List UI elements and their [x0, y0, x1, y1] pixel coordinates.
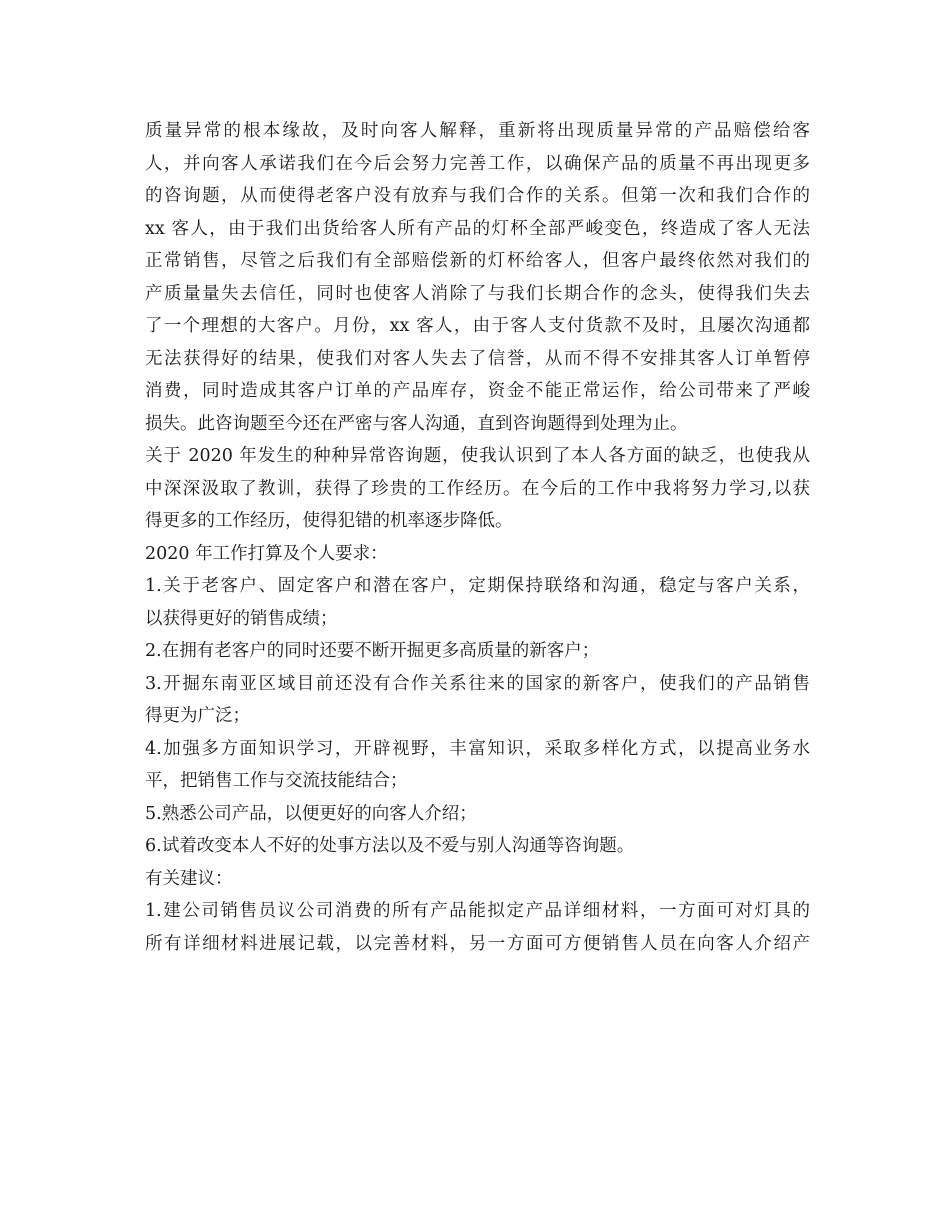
text-line: 以获得更好的销售成绩； — [145, 608, 338, 629]
text-line: xx 客人，由于我们出货给客人所有产品的灯杯全部严峻变色，终造成了客人无法 — [145, 218, 810, 239]
text-line: 消费，同时造成其客户订单的产品库存，资金不能正常运作，给公司带来了严峻 — [145, 381, 810, 401]
text-line: 人，并向客人承诺我们在今后会努力完善工作，以确保产品的质量不再出现更多 — [145, 153, 810, 174]
text-line: 得更多的工作经历，使得犯错的机率逐步降低。 — [145, 511, 513, 531]
text-line: 5.熟悉公司产品，以便更好的向客人介绍； — [145, 803, 477, 824]
text-line: 1.建公司销售员议公司消费的所有产品能拟定产品详细材料，一方面可对灯具的 — [145, 901, 810, 921]
text-line: 2020 年工作打算及个人要求： — [145, 543, 388, 564]
text-line: 正常销售，尽管之后我们有全部赔偿新的灯杯给客人，但客户最终依然对我们的 — [145, 251, 810, 271]
text-line: 有关建议： — [145, 868, 233, 889]
text-line: 损失。此咨询题至今还在严密与客人沟通，直到咨询题得到处理为止。 — [145, 413, 688, 434]
text-line: 2.在拥有老客户的同时还要不断开掘更多高质量的新客户； — [145, 641, 600, 661]
text-line: 平，把销售工作与交流技能结合； — [145, 771, 408, 791]
text-line: 1.关于老客户、固定客户和潜在客户，定期保持联络和沟通，稳定与客户关系， — [145, 576, 810, 596]
text-line: 质量异常的根本缘故，及时向客人解释，重新将出现质量异常的产品赔偿给客 — [145, 121, 810, 141]
text-line: 得更为广泛； — [145, 706, 250, 726]
text-line: 了一个理想的大客户。月份，xx 客人，由于客人支付货款不及时，且屡次沟通都 — [145, 316, 810, 336]
text-line: 关于 2020 年发生的种种异常咨询题，使我认识到了本人各方面的缺乏，也使我从 — [145, 446, 810, 466]
text-line: 6.试着改变本人不好的处事方法以及不爱与别人沟通等咨询题。 — [145, 836, 635, 856]
text-line: 产质量量失去信任，同时也使客人消除了与我们长期合作的念头，使得我们失去 — [145, 283, 810, 304]
text-line: 4.加强多方面知识学习，开辟视野，丰富知识，采取多样化方式，以提高业务水 — [145, 738, 810, 759]
document-body — [145, 115, 810, 960]
text-line: 的咨询题，从而使得老客户没有放弃与我们合作的关系。但第一次和我们合作的 — [145, 186, 810, 206]
text-line: 3.开掘东南亚区域目前还没有合作关系往来的国家的新客户，使我们的产品销售 — [145, 673, 810, 694]
text-line: 无法获得好的结果，使我们对客人失去了信誉，从而不得不安排其客人订单暂停 — [145, 348, 810, 369]
text-line: 中深深汲取了教训，获得了珍贵的工作经历。在今后的工作中我将努力学习,以获 — [145, 478, 810, 499]
text-line: 所有详细材料进展记载，以完善材料，另一方面可方便销售人员在向客人介绍产 — [145, 933, 810, 954]
